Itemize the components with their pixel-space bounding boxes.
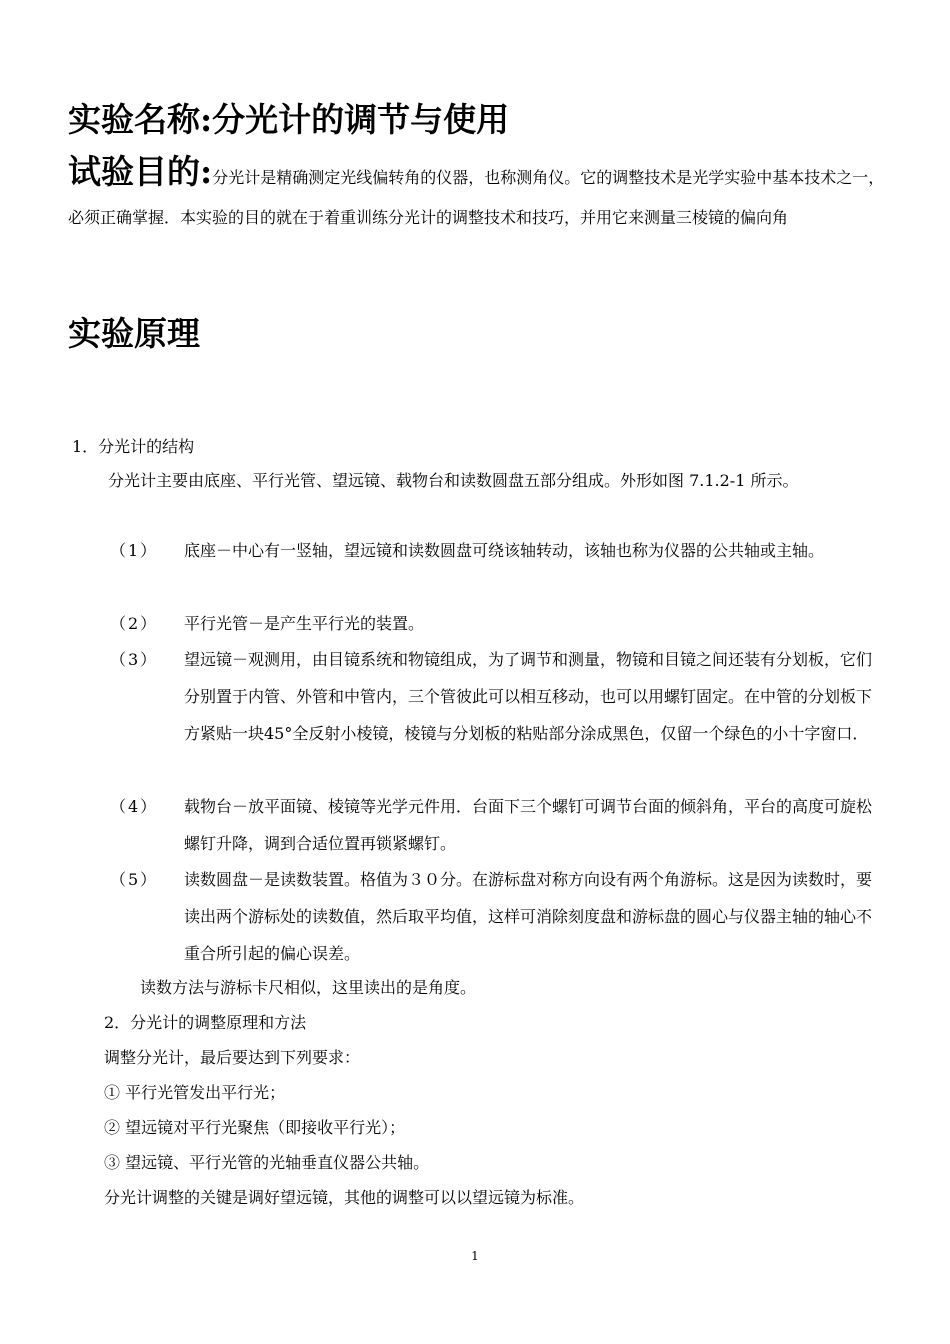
section2-intro: 调整分光计，最后要达到下列要求： — [104, 1048, 361, 1067]
objective-label: 试验目的: — [68, 152, 213, 191]
requirement-1: ① 平行光管发出平行光； — [104, 1083, 286, 1102]
section1-intro: 分光计主要由底座、平行光管、望远镜、载物台和读数圆盘五部分组成。外形如图 7.1.2-1 所示。 — [108, 471, 799, 490]
requirement-2: ② 望远镜对平行光聚焦（即接收平行光）； — [104, 1118, 406, 1137]
objective-text: 分光计是精确测定光线偏转角的仪器，也称测角仪。它的调整技术是光学实验中基本技术之一，必须正确掌握．本实验的目的就在于着重训练分光计的调整技术和技巧，并用它来测量三棱镜的偏向角 — [68, 168, 885, 227]
section1-heading: 1．分光计的结构 — [72, 437, 195, 456]
section2-heading: 2．分光计的调整原理和方法 — [104, 1013, 307, 1032]
item-number: （5） — [110, 870, 159, 889]
item-text: 载物台－放平面镜、棱镜等光学元件用．台面下三个螺钉可调节台面的倾斜角，平台的高度可旋松螺钉升降，调到合适位置再锁紧螺钉。 — [184, 797, 873, 853]
objective-paragraph — [68, 152, 886, 238]
structure-item-3 — [110, 641, 886, 752]
item-number: （2） — [110, 614, 159, 633]
structure-item-5 — [110, 861, 886, 972]
structure-item-1 — [110, 532, 886, 569]
experiment-title: 实验名称:分光计的调节与使用 — [68, 100, 510, 139]
item-text: 底座－中心有一竖轴，望远镜和读数圆盘可绕该轴转动，该轴也称为仪器的公共轴或主轴。 — [184, 541, 825, 560]
requirement-3: ③ 望远镜、平行光管的光轴垂直仪器公共轴。 — [104, 1153, 430, 1172]
item-number: （1） — [110, 541, 159, 560]
item-text: 平行光管－是产生平行光的装置。 — [184, 614, 425, 633]
page-number: 1 — [471, 1249, 479, 1263]
reading-note: 读数方法与游标卡尺相似，这里读出的是角度。 — [140, 978, 477, 997]
item-text: 望远镜－观测用，由目镜系统和物镜组成，为了调节和测量，物镜和目镜之间还装有分划板，它们分别置于内管、外管和中管内，三个管彼此可以相互移动，也可以用螺钉固定。在中管的分划板下方紧贴一块45°全反射小棱镜，棱镜与分划板的粘贴部分涂成黑色，仅留一个绿色的小十字窗口． — [184, 650, 873, 743]
structure-item-4 — [110, 788, 886, 862]
key-note: 分光计调整的关键是调好望远镜，其他的调整可以以望远镜为标准。 — [104, 1188, 585, 1207]
item-number: （3） — [110, 650, 159, 669]
principle-heading: 实验原理 — [68, 314, 200, 353]
structure-item-2 — [110, 605, 886, 642]
item-text: 读数圆盘－是读数装置。格值为３０分。在游标盘对称方向设有两个角游标。这是因为读数时，要读出两个游标处的读数值，然后取平均值，这样可消除刻度盘和游标盘的圆心与仪器主轴的轴心不重合所引起的偏心误差。 — [184, 870, 873, 963]
item-number: （4） — [110, 797, 159, 816]
